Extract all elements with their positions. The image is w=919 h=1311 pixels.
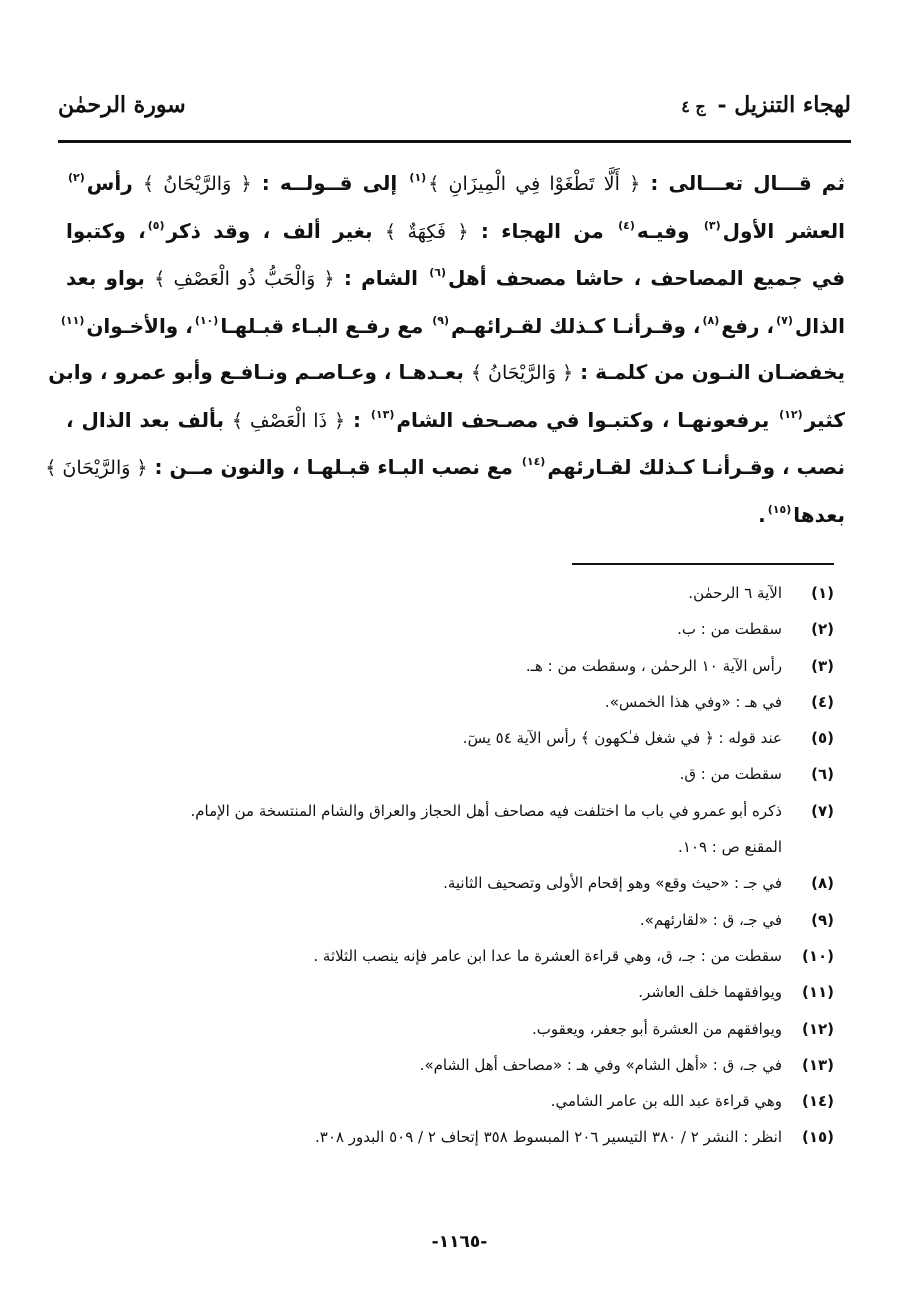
text-line-6 (66, 397, 845, 445)
footnote-number: (٢) (811, 620, 834, 639)
surah-title: سورة الرحمٰن (58, 92, 186, 118)
text-line-4 (60, 303, 845, 350)
text-line-1 (66, 160, 845, 208)
text-segment: من الهجاء : (480, 218, 604, 243)
footnote-ref: (٩) (432, 313, 450, 327)
footnote-item (80, 1119, 834, 1155)
footnote-text: رأس الآية ١٠ الرحمٰن ، وسقطت من : هـ. (525, 656, 782, 675)
text-segment: الذال (794, 313, 845, 338)
footnote-divider (572, 563, 834, 565)
footnote-text: الآية ٦ الرحمٰن. (688, 584, 782, 602)
text-segment: يرفعونهـا ، وكتبـوا في مصـحف الشام (396, 407, 770, 432)
text-segment: مع رفـع البـاء قبـلهـا (220, 313, 424, 338)
footnote-ref: (٢) (68, 171, 85, 184)
header-divider (58, 140, 851, 143)
text-segment: بعـدهـا ، وعـاصـم ونـافـع وأبو عمرو ، وابن (48, 360, 464, 384)
footnote-item (80, 648, 834, 684)
footnote-ref: (٥) (147, 218, 165, 232)
text-line-8 (66, 492, 845, 539)
footnote-item (80, 611, 834, 647)
text-segment: إلى قــولــه : (261, 171, 398, 195)
footnote-text: انظر : النشر ٢ / ٣٨٠ التيسير ٢٠٦ المبسوط ٣٥٨ إتحاف ٢ / ٥٠٩ البدور ٣٠٨. (314, 1128, 782, 1147)
quran-quote: ﴿ أَلَّا تَطْغَوْا فِي الْمِيزَانِ ﴾ (428, 173, 641, 195)
page-number: -١١٦٥- (431, 1232, 488, 1252)
text-line-7 (45, 444, 845, 492)
text-segment: ، وقـرأنـا كـذلك لقـرائهـم (451, 313, 701, 338)
text-segment: رأس (86, 171, 133, 195)
footnote-text: سقطت من : ق. (679, 765, 782, 784)
footnote-text: ويوافقهم من العشرة أبو جعفر، ويعقوب. (532, 1019, 782, 1038)
text-segment: بألف بعد الذال ، (66, 407, 225, 432)
footnote-number: (٧) (811, 801, 834, 820)
text-segment: ، وكتبوا (66, 218, 146, 243)
footnote-ref: (٧) (776, 313, 793, 327)
text-segment: العشر الأول (722, 218, 846, 243)
text-segment: : (353, 407, 361, 432)
footnote-text: سقطت من : ب. (677, 620, 782, 639)
text-line-3 (66, 255, 845, 303)
footnote-ref: (١١) (60, 313, 85, 327)
text-line-2 (66, 208, 845, 256)
footnote-item (80, 1011, 834, 1047)
main-text (45, 160, 846, 538)
book-title (681, 92, 851, 118)
footnote-text: في جـ : «حيث وقع» وهو إقحام الأولى وتصحيف الثانية. (443, 874, 782, 893)
book-title-text: لهجاء التنزيل - (717, 92, 851, 118)
footnote-number: (٥) (811, 729, 834, 748)
footnote-text-line: ذكره أبو عمرو في باب ما اختلفت فيه مصاحف أهل الحجاز والعراق والشام المنتسخة من الإمام. (190, 801, 782, 820)
text-segment: في جميع المصاحف ، حاشا مصحف أهل (448, 266, 846, 290)
text-line-5 (48, 349, 845, 397)
text-segment: وفيـه (636, 218, 690, 243)
footnote-ref: (١) (409, 171, 427, 184)
text-segment: ، والأخـوان (86, 313, 193, 338)
footnote-item (80, 756, 834, 792)
running-header (58, 92, 851, 132)
footnote-ref: (٦) (429, 266, 447, 279)
footnote-number: (١٥) (801, 1128, 834, 1147)
footnote-text: ويوافقهما خلف العاشر. (638, 983, 782, 1002)
footnote-item (80, 974, 834, 1010)
footnote-text: عند قوله : ﴿ في شغل فـٰكهون ﴾ رأس الآية ٥٤ يسٓ. (462, 729, 782, 748)
quran-quote: ﴿ وَالرَّيْحَانُ ﴾ (470, 362, 574, 384)
quran-quote: ﴿ ذَا الْعَصْفِ ﴾ (231, 409, 346, 432)
text-segment: مع نصب البـاء قبـلهـا ، والنون مــن : (154, 455, 513, 479)
footnote-text: وهي قراءة عبد الله بن عامر الشامي. (550, 1092, 782, 1111)
footnote-number: (٣) (811, 656, 834, 675)
footnote-text: في جـ، ق : «أهل الشام» وفي هـ : «مصاحف أهل الشام». (419, 1055, 782, 1074)
footnote-ref: (١٠) (194, 313, 219, 327)
footnote-item (80, 1047, 834, 1083)
footnote-item (80, 1083, 834, 1119)
footnote-item (80, 902, 834, 938)
footnote-item (80, 938, 834, 974)
text-segment: يخفضـان النـون من كلمـة : (580, 360, 845, 384)
text-segment: الشام : (343, 266, 419, 290)
footnote-text: في جـ، ق : «لقارئهم». (639, 910, 782, 929)
text-segment: ثم قـــال تعـــالى : (650, 171, 845, 195)
footnotes (80, 575, 834, 1156)
footnote-number: (١٣) (801, 1055, 834, 1074)
footnote-ref: (١٤) (521, 455, 546, 468)
text-segment: بعدها (793, 502, 845, 527)
footnote-number: (٩) (811, 910, 834, 929)
footnote-number: (١٢) (801, 1019, 834, 1038)
footnote-number: (١١) (801, 983, 834, 1002)
footnote-number: (٤) (811, 692, 834, 711)
quran-quote: ﴿ وَالرَّيْحَانَ ﴾ (45, 457, 148, 479)
footnote-item (80, 684, 834, 720)
footnote-number: (١٠) (801, 946, 834, 965)
text-segment: بغير ألف ، وقد ذكر (166, 218, 373, 243)
quran-quote: ﴿ فَكِهَةٌ ﴾ (384, 220, 469, 243)
footnote-ref: (١٥) (767, 502, 792, 516)
footnote-item (80, 865, 834, 901)
footnote-text-continuation: المقنع ص : ١٠٩. (678, 838, 782, 857)
footnote-text: سقطت من : جـ، ق، وهي قراءة العشرة ما عدا ابن عامر فإنه ينصب الثلاثة . (313, 946, 782, 965)
text-segment: بواو بعد (66, 266, 145, 290)
text-segment: نصب ، وقـرأنـا كـذلك لقـارئهم (547, 455, 845, 479)
footnote-text: في هـ : «وفي هذا الخمس». (604, 692, 782, 711)
quran-quote: ﴿ وَالرَّيْحَانُ ﴾ (142, 173, 252, 195)
footnote-item (80, 720, 834, 756)
text-segment: ، رفع (721, 313, 775, 338)
footnote-number: (١) (811, 584, 834, 602)
quran-quote: ﴿ وَالْحَبُّ ذُو الْعَصْفِ ﴾ (154, 268, 335, 290)
footnote-ref: (٣) (703, 218, 721, 232)
footnote-number: (٦) (811, 765, 834, 784)
footnote-ref: (١٣) (370, 407, 395, 421)
text-segment: كثير (804, 407, 846, 432)
footnote-ref: (٨) (702, 313, 720, 327)
text-segment: . (758, 502, 766, 527)
footnote-text (80, 793, 782, 866)
footnote-number: (١٤) (801, 1092, 834, 1111)
footnote-ref: (١٢) (779, 407, 803, 421)
footnote-number: (٨) (811, 874, 834, 893)
footnote-item (80, 793, 834, 866)
volume-number: ج ٤ (681, 97, 706, 116)
footnote-ref: (٤) (618, 218, 635, 232)
footnote-item (80, 575, 834, 611)
